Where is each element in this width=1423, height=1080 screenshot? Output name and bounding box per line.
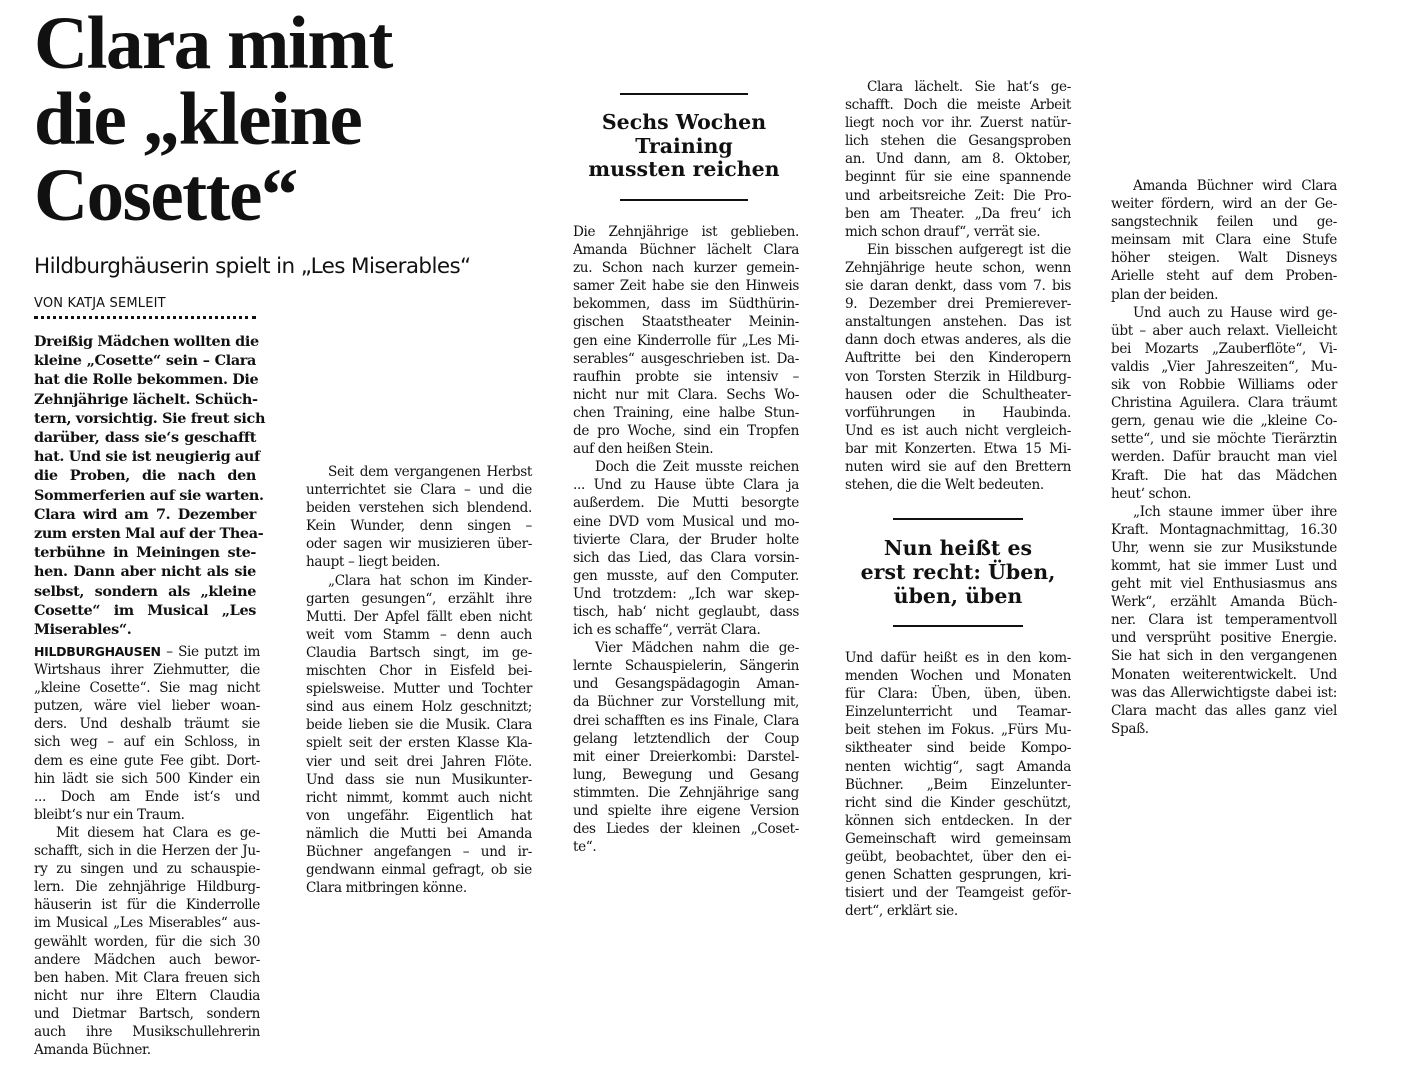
text-line: valdis „Vier Jahreszeiten“, Mu-: [1111, 358, 1337, 375]
subheading-sechs-wochen: [570, 111, 798, 182]
text-line: Amanda Büchner wird Clara: [1133, 178, 1337, 194]
text-line: Clara lächelt. Sie hat‘s ge-: [867, 79, 1071, 95]
subheading-rule-bottom: [620, 199, 748, 201]
text-line: von Torsten Sterzik in Hildburg-: [845, 368, 1071, 385]
subheading-line: üben, üben: [893, 584, 1023, 608]
text-line: Monaten weiterentwickelt. Und: [1111, 666, 1337, 683]
text-line: bei Mozarts „Zauberflöte“, Vi-: [1111, 340, 1337, 357]
text-line: Und dass sie nun Musikunter-: [306, 771, 532, 788]
text-line: an. Und dann, am 8. Oktober,: [845, 151, 1071, 168]
subheading-line: Training: [635, 133, 733, 158]
text-line: Wirtshaus ihrer Ziehmutter, die: [34, 662, 260, 679]
text-line: Spaß.: [1111, 720, 1149, 737]
text-line: sangstechnik feilen und ge-: [1111, 214, 1337, 231]
text-line: „Clara hat schon im Kinder-: [328, 572, 532, 589]
text-line: Ein bisschen aufgeregt ist die: [867, 241, 1071, 258]
text-line: richt nimmt, kommt auch nicht: [306, 789, 532, 806]
text-line: Clara macht das alles ganz viel: [1111, 702, 1337, 719]
text-line: stehen, die die Welt bedeuten.: [845, 477, 1044, 494]
text-line: werden. Dafür braucht man viel: [1111, 449, 1337, 466]
text-line: meinsam mit Clara eine Stufe: [1111, 232, 1337, 249]
text-line: Zehnjährige heute schon, wenn: [845, 259, 1071, 276]
text-line: dert“, erklärt sie.: [845, 903, 958, 920]
text-line: Clara mitbringen könne.: [306, 880, 467, 897]
text-line: lern. Die zehnjährige Hildburg-: [34, 879, 260, 896]
subheading-nun-heisst-es: [843, 536, 1073, 608]
text-line: tisch, hab‘ nicht geglaubt, dass: [573, 603, 799, 620]
headline-line: Clara mimt: [34, 2, 392, 85]
text-line: garten gesungen“, erzählt ihre: [306, 590, 532, 607]
lead-paragraph: [34, 332, 266, 639]
text-line: da Büchner zur Vorstellung mit,: [573, 694, 799, 711]
text-line: tisiert und der Teamgeist geför-: [845, 885, 1071, 902]
text-line: Zehnjährige lächelt. Schüch-: [34, 390, 258, 408]
text-line: terbühne in Meiningen ste-: [34, 544, 256, 562]
text-line: können sich entdecken. In der: [845, 812, 1071, 829]
text-line: drei schafften es ins Finale, Clara: [573, 712, 799, 729]
text-line: beide lieben sie die Musik. Clara: [306, 717, 532, 734]
text-line: eine DVD vom Musical und mo-: [573, 513, 799, 530]
text-line: stimmten. Die Zehnjährige sang: [573, 784, 799, 801]
text-line: ben haben. Mit Clara freuen sich: [34, 969, 260, 986]
text-line: häuserin ist für die Kinderrolle: [34, 897, 260, 914]
column-2: [306, 463, 532, 897]
text-line: nuten wird sie auf den Brettern: [845, 458, 1071, 475]
text-line: sette“, und sie möchte Tierärztin: [1111, 431, 1337, 448]
subheading-line: erst recht: Üben,: [860, 560, 1056, 584]
text-line: liegt noch vor ihr. Zuerst natür-: [845, 115, 1071, 132]
text-line: de pro Woche, sind ein Tropfen: [573, 423, 799, 440]
text-line: Arielle steht auf dem Proben-: [1111, 268, 1337, 285]
text-line: Miserables“.: [34, 621, 132, 639]
text-line: Die Zehnjährige ist geblieben.: [573, 224, 799, 240]
text-line: und versprüht positive Energie.: [1111, 630, 1337, 647]
text-line: ich es schaffe“, verrät Clara.: [573, 622, 761, 639]
text-line: gelang letztendlich der Coup: [573, 730, 799, 747]
text-line: [34, 643, 260, 661]
text-line: Uhr, wenn sie zur Musikstunde: [1111, 539, 1337, 556]
text-line: ... Doch am Ende ist‘s und: [34, 788, 260, 805]
text-line: Claudia Bartsch singt, im ge-: [306, 644, 532, 661]
text-line: „Ich staune immer über ihre: [1133, 503, 1337, 520]
text-line: und Gesangspädagogin Aman-: [573, 676, 799, 693]
text-line: nenten wichtig“, sagt Amanda: [845, 758, 1071, 775]
text-line: gischen Staatstheater Meinin-: [573, 314, 799, 331]
text-line: Gemeinschaft wird gemeinsam: [845, 830, 1071, 847]
text-line: nämlich die Mutti bei Amanda: [306, 825, 532, 842]
subheading-rule-top: [893, 518, 1023, 520]
text-line: samer Zeit habe sie den Hinweis: [573, 278, 799, 295]
text-line: serables“ ausgeschrieben ist. Da-: [573, 350, 799, 367]
text-line: und arbeitsreiche Zeit: Die Pro-: [845, 187, 1071, 204]
text-line: sich weg – auf ein Schloss, in: [34, 734, 260, 751]
subheading-rule-top: [620, 93, 748, 95]
text-line: darüber, dass sie‘s geschafft: [34, 429, 256, 447]
text-line: hen. Dann aber nicht als sie: [34, 563, 256, 581]
text-line: Clara wird am 7. Dezember: [34, 505, 256, 523]
subheading-line: mussten reichen: [588, 157, 780, 181]
text-line: nicht nur ihre Eltern Claudia: [34, 987, 260, 1004]
text-line: und Dietmar Bartsch, sondern: [34, 1005, 260, 1022]
text-line: weiter fördern, wird an der Ge-: [1111, 196, 1337, 213]
text-line: siktheater sind beide Kompo-: [845, 740, 1071, 757]
text-line: unterrichtet sie Clara – und die: [306, 482, 532, 499]
text-line: Und es ist auch nicht vergleich-: [845, 422, 1071, 439]
text-line: Kein Wunder, denn singen –: [306, 518, 532, 535]
text-line: die Proben, die nach den: [34, 467, 256, 485]
text-line: haupt – liegt beiden.: [306, 554, 441, 571]
text-line: was das Allerwichtigste dabei ist:: [1111, 684, 1337, 701]
text-line: schafft. Doch die meiste Arbeit: [845, 97, 1071, 114]
headline-line: die „kleine: [34, 78, 362, 161]
text-line: zu. Schon nach kurzer gemein-: [573, 260, 799, 277]
headline-line: Cosette“: [34, 154, 297, 237]
text-line: spielsweise. Mutter und Tochter: [306, 681, 532, 698]
text-line: des Liedes der kleinen „Coset-: [573, 821, 799, 838]
dotted-divider: [34, 316, 256, 319]
text-line: Büchner. „Beim Einzelunter-: [845, 776, 1071, 793]
subheading-line: Sechs Wochen: [601, 110, 767, 134]
text-line: und spielte ihre eigene Version: [573, 803, 799, 819]
text-line: chen Training, eine halbe Stun-: [573, 404, 799, 421]
text-line: im Musical „Les Miserables“ aus-: [34, 915, 260, 932]
column-5: [1111, 177, 1337, 738]
text-line: Christina Aguilera. Clara träumt: [1111, 395, 1337, 412]
byline: VON KATJA SEMLEIT: [34, 296, 166, 311]
text-line: nicht nur mit Clara. Sechs Wo-: [573, 386, 799, 403]
text-line: ... Und zu Hause übte Clara ja: [573, 477, 799, 494]
text-line: Amanda Büchner.: [34, 1042, 151, 1059]
text-line: sie daran denkt, dass vom 7. bis: [845, 278, 1071, 295]
text-line: von ungefähr. Eigentlich hat: [306, 807, 532, 824]
text-line: menden Wochen und Monaten: [845, 668, 1071, 685]
text-line: heut‘ schon.: [1111, 485, 1192, 502]
text-line: selbst, sondern als „kleine: [34, 582, 256, 600]
text-line: Werk“, erzählt Amanda Büch-: [1111, 594, 1337, 611]
text-line: Einzelunterricht und Teamar-: [845, 704, 1071, 721]
text-line: geübt, beobachtet, über den ei-: [845, 849, 1071, 866]
text-line: vorführungen in Haubinda.: [845, 404, 1071, 421]
text-line: oder sagen wir musizieren über-: [306, 536, 532, 553]
text-line: gen eine Kinderrolle für „Les Mi-: [573, 332, 799, 349]
text-line: bekommen, dass im Südthürin-: [573, 296, 799, 313]
text-line: mit einer Dreierkombi: Darstel-: [573, 748, 799, 765]
text-line: 9. Dezember drei Premierever-: [845, 296, 1071, 313]
text-line: mich schon drauf“, verrät sie.: [845, 223, 1041, 240]
text-line: ner. Clara ist temperamentvoll: [1111, 612, 1337, 629]
column-4-continued: [845, 649, 1071, 920]
text-line: andere Mädchen auch bewor-: [34, 951, 260, 968]
text-line: hin lädt sie sich 500 Kinder ein: [34, 770, 260, 787]
text-line: Kraft. Die hat das Mädchen: [1111, 467, 1337, 484]
text-line: übt – aber auch relaxt. Vielleicht: [1111, 322, 1337, 339]
text-line: sind aus einem Holz geschnitzt;: [306, 699, 532, 716]
text-line: Und auch zu Hause wird ge-: [1133, 304, 1337, 321]
text-line: für Clara: Üben, üben, üben.: [845, 686, 1071, 703]
text-line: Büchner angefangen – und ir-: [306, 843, 532, 860]
text-line: genen Schatten gesprungen, kri-: [845, 867, 1071, 884]
text-line: hausen oder die Schultheater-: [845, 386, 1071, 403]
text-line: tern, vorsichtig. Sie freut sich: [34, 409, 266, 427]
text-line: Sie hat sich in den vergangenen: [1111, 648, 1337, 665]
text-line: außerdem. Die Mutti besorgte: [573, 495, 799, 512]
text-line: Amanda Büchner lächelt Clara: [573, 242, 799, 259]
text-line: schafft, sich in die Herzen der Ju-: [34, 843, 260, 860]
text-line-rest: – Sie putzt im: [160, 644, 260, 660]
text-line: dem es eine gute Fee gibt. Dort-: [34, 752, 260, 769]
text-line: auch ihre Musikschullehrerin: [34, 1023, 260, 1040]
text-line: ders. Und deshalb träumt sie: [34, 716, 260, 733]
text-line: beiden verstehen sich blendend.: [306, 500, 532, 517]
text-line: gendwann einmal gefragt, ob sie: [306, 862, 532, 879]
text-line: zum ersten Mal auf der Thea-: [34, 525, 264, 543]
text-line: plan der beiden.: [1111, 286, 1219, 303]
text-line: lich stehen die Gesangsproben: [845, 133, 1071, 150]
subheading-line: Nun heißt es: [883, 536, 1033, 560]
text-line: Dreißig Mädchen wollten die: [34, 333, 259, 350]
text-line: te“.: [573, 839, 597, 856]
subheadline: Hildburghäuserin spielt in „Les Miserables“: [34, 254, 471, 279]
subheading-rule-bottom: [893, 625, 1023, 627]
column-1: [34, 643, 260, 1059]
text-line: raufhin probte sie intensiv –: [573, 368, 799, 385]
text-line: spielt seit der ersten Klasse Kla-: [306, 735, 532, 752]
text-line: hat die Rolle bekommen. Die: [34, 371, 259, 389]
text-line: Seit dem vergangenen Herbst: [328, 464, 532, 480]
text-line: dann doch etwas anderes, als die: [845, 332, 1071, 349]
text-line: Und dafür heißt es in den kom-: [845, 650, 1071, 666]
text-line: tivierte Clara, der Bruder holte: [573, 531, 799, 548]
text-line: gewählt worden, für die sich 30: [34, 933, 260, 950]
column-4: [845, 78, 1071, 494]
text-line: hat. Und sie ist neugierig auf: [34, 448, 260, 466]
dateline: HILDBURGHAUSEN: [34, 644, 161, 659]
text-line: ben am Theater. „Da freu‘ ich: [845, 205, 1071, 222]
text-line: Mit diesem hat Clara es ge-: [56, 824, 260, 841]
text-line: vier und seit drei Jahren Flöte.: [306, 753, 532, 770]
text-line: beit stehen im Fokus. „Fürs Mu-: [845, 722, 1071, 739]
text-line: weit vom Stamm – denn auch: [306, 626, 532, 643]
column-3: [573, 223, 799, 856]
text-line: Auftritte bei den Kinderopern: [845, 350, 1071, 367]
text-line: sik von Robbie Williams oder: [1111, 377, 1337, 394]
text-line: gen musste, auf den Computer.: [573, 567, 799, 584]
text-line: beginnt für sie eine spannende: [845, 169, 1071, 186]
text-line: ry zu singen und zu schauspie-: [34, 861, 260, 878]
text-line: Kraft. Montagnachmittag, 16.30: [1111, 521, 1337, 538]
text-line: richt sind die Kinder geschützt,: [845, 794, 1071, 811]
text-line: höher steigen. Walt Disneys: [1111, 250, 1337, 267]
text-line: Mutti. Der Apfel fällt eben nicht: [306, 608, 532, 625]
text-line: lernte Schauspielerin, Sängerin: [573, 658, 799, 675]
text-line: mischten Chor in Eisfeld bei-: [306, 663, 532, 680]
text-line: Doch die Zeit musste reichen: [595, 459, 799, 476]
text-line: auf den heißen Stein.: [573, 441, 714, 458]
text-line: bleibt‘s nur ein Traum.: [34, 806, 185, 823]
text-line: anstaltungen anstehen. Das ist: [845, 314, 1071, 331]
text-line: „kleine Cosette“. Sie mag nicht: [34, 680, 260, 697]
text-line: bar mit Konzerten. Etwa 15 Mi-: [845, 440, 1071, 457]
text-line: Cosette“ im Musical „Les: [34, 601, 256, 619]
text-line: kleine „Cosette“ sein – Clara: [34, 352, 256, 370]
text-line: putzen, wäre viel lieber woan-: [34, 698, 260, 715]
text-line: lung, Bewegung und Gesang: [573, 766, 799, 783]
text-line: Sommerferien auf sie warten.: [34, 486, 264, 504]
text-line: Und trotzdem: „Ich war skep-: [573, 585, 799, 602]
text-line: sich das Lied, das Clara vorsin-: [573, 549, 799, 566]
text-line: Vier Mädchen nahm die ge-: [595, 640, 799, 657]
text-line: gern, genau wie die „kleine Co-: [1111, 413, 1337, 430]
text-line: kommt, hat sie immer Lust und: [1111, 557, 1337, 574]
headline: [34, 2, 514, 237]
text-line: geht mit viel Enthusiasmus ans: [1111, 576, 1337, 593]
